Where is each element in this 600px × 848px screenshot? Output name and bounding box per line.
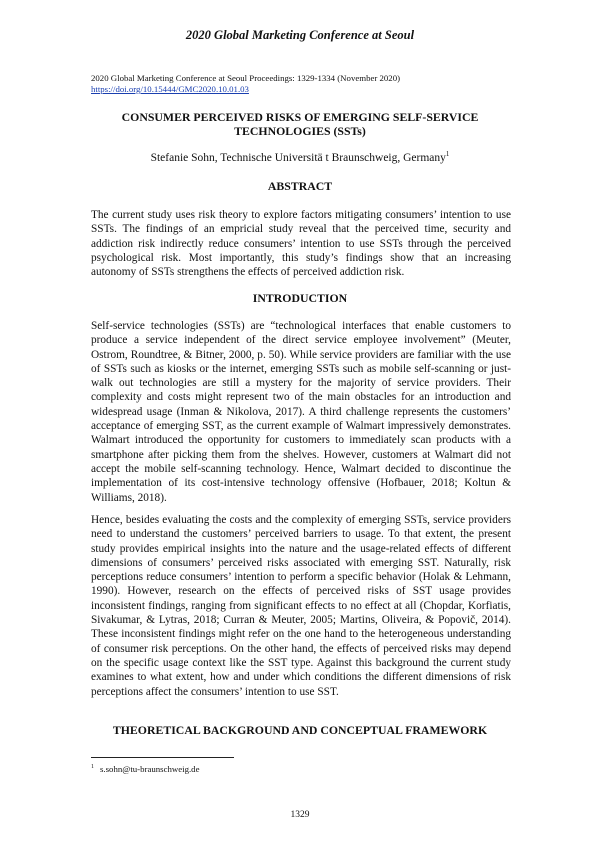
proceedings-info xyxy=(91,73,400,95)
doi-link[interactable]: https://doi.org/10.15444/GMC2020.10.01.03 xyxy=(91,84,249,94)
paper-title-line-1: CONSUMER PERCEIVED RISKS OF EMERGING SELF-SERVICE xyxy=(121,110,479,124)
proceedings-citation: 2020 Global Marketing Conference at Seoul Proceedings: 1329-1334 (November 2020) xyxy=(91,73,401,83)
author-line xyxy=(60,150,540,164)
running-head: 2020 Global Marketing Conference at Seoul xyxy=(185,28,415,42)
footnote-email: s.sohn@tu-braunschweig.de xyxy=(100,764,200,774)
footnote-divider xyxy=(91,757,234,758)
abstract-heading: ABSTRACT xyxy=(267,179,333,193)
footnote xyxy=(91,764,199,774)
abstract-text: The current study uses risk theory to explore factors mitigating consumers’ intention to use SSTs. The findings of an empricial study reveal that the perceived time, security and addiction risk indirectly reduce consumers’ intention to use SSTs through the perceived psychological risk. Most importantly, this study’s findings show that an increasing autonomy of SSTs strengthens the effects of perceived addiction risk. xyxy=(91,209,511,279)
page-number: 1329 xyxy=(290,810,310,820)
paper-title xyxy=(60,110,540,138)
introduction-heading: INTRODUCTION xyxy=(252,291,348,305)
theoretical-background-heading: THEORETICAL BACKGROUND AND CONCEPTUAL FRAMEWORK xyxy=(112,723,488,737)
paper-title-line-2: TECHNOLOGIES (SSTs) xyxy=(234,124,366,138)
introduction-paragraph-2: Hence, besides evaluating the costs and the complexity of emerging SSTs, service providers need to understand the customers’ perceived barriers to usage. To that extent, the present study provides empirical insights into the nature and the usage-related effects of different dimensions of consumers’ perceived risks associated with emerging SST. Naturally, risk perceptions reduce consumers’ intention to perform a specific behavior (Holak & Lehmann, 1990). However, research on the effects of perceived risks of SST usage provides inconsistent findings, ranging from significant effects to no effect at all (Chopdar, Korfiatis, Sivakumar, & Lytras, 2018; Curran & Meuter, 2005; Martins, Oliveira, & Popovič, 2014). These inconsistent findings might refer on the one hand to the heterogeneous understanding of consumer risk perceptions. On the other hand, the effects of perceived risks may depend on the specific usage context like the SST type. Against this background the current study examines to what extent, how and under which conditions the different dimensions of risk perceptions affect the consumers’ intention to use SST. xyxy=(91,514,511,698)
introduction-paragraph-1: Self-service technologies (SSTs) are “technological interfaces that enable customers to produce a service independent of the direct service employee involvement” (Meuter, Ostrom, Roundtree, & Bitner, 2000, p. 50). While service providers are familiar with the use of SSTs such as kiosks or the internet, emerging SSTs such as mobile self-scanning or just-walk out technologies are still a mystery for the majority of service providers. Their complexity and costs might represent two of the main obstacles for an introduction and widespread usage (Inman & Nikolova, 2017). A third challenge represents the customers’ acceptance of emerging SST, as the current example of Walmart impressively demonstrates. Walmart introduced the opportunity for customers to immediately scan products with a smartphone after picking them from the shelves. However, customers at Walmart did not accept the mobile self-scanning technology. Hence, Walmart decided to discontinue the implementation of its cost-intensive technology offensive (Hofbauer, 2018; Koltun & Williams, 2018). xyxy=(91,320,511,504)
footnote-mark: 1 xyxy=(91,764,94,771)
author-footnote-mark: 1 xyxy=(445,150,450,158)
author-text: Stefanie Sohn, Technische Universitä t Braunschweig, Germany xyxy=(150,151,446,164)
